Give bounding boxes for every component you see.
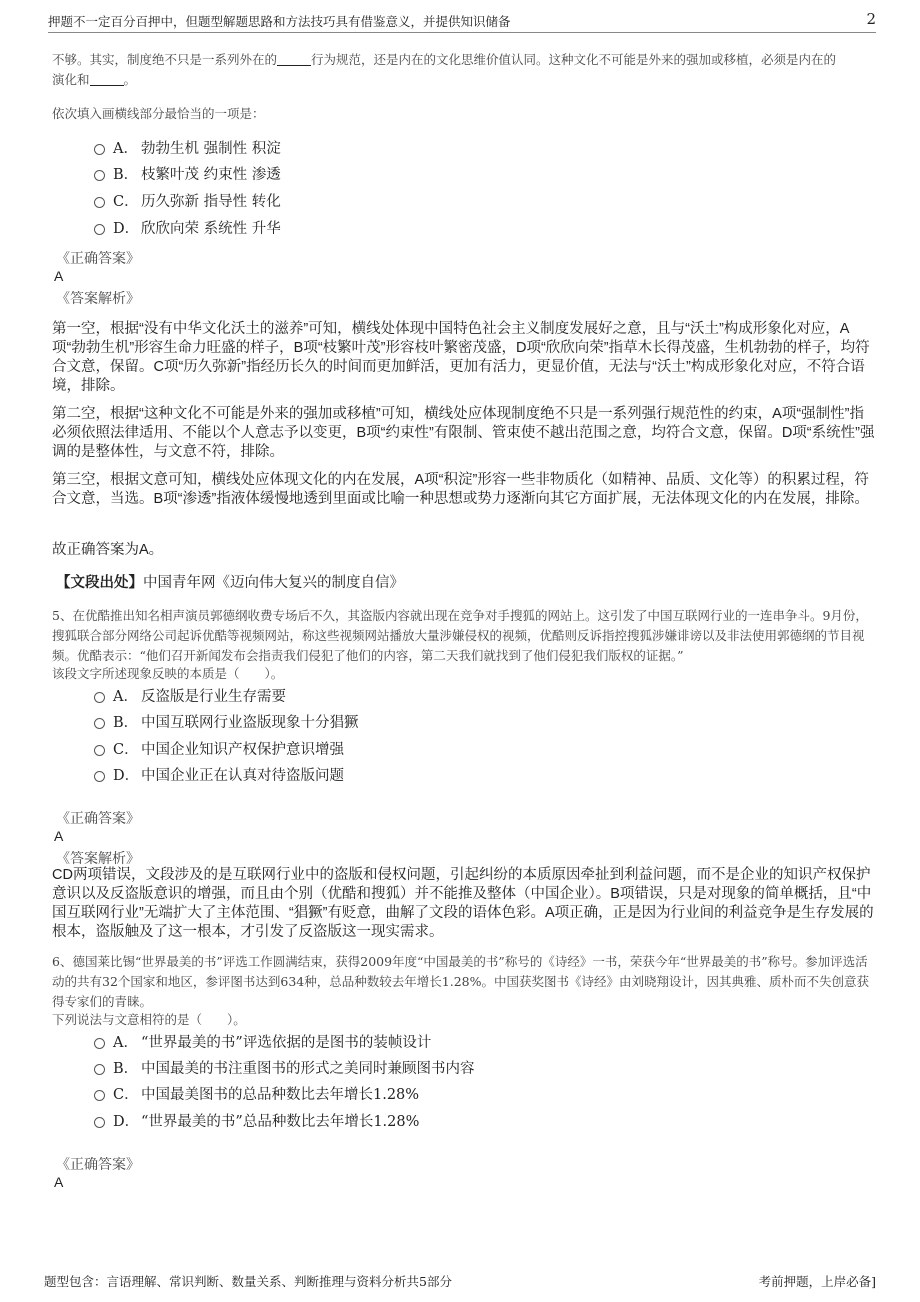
q6-prompt: 下列说法与文意相符的是（ ）。 xyxy=(52,1012,246,1027)
header-note: 押题不一定百分百押中，但题型解题思路和方法技巧具有借鉴意义，并提供知识储备 xyxy=(48,14,511,29)
option-letter: D． xyxy=(113,221,140,237)
radio-icon[interactable] xyxy=(94,1117,105,1128)
q4-answer-label: 《正确答案》 xyxy=(56,251,140,267)
q6-answer: A xyxy=(54,1174,64,1190)
radio-icon[interactable] xyxy=(94,718,105,729)
q4-analysis-label: 《答案解析》 xyxy=(56,291,140,307)
option-letter: D． xyxy=(113,1114,140,1130)
q4-option-b[interactable] xyxy=(94,164,281,186)
q5-analysis-label: 《答案解析》 xyxy=(56,851,140,867)
radio-icon[interactable] xyxy=(94,692,105,703)
q4-analysis-1: 第一空，根据“没有中华文化沃土的滋养”可知，横线处体现中国特色社会主义制度发展好之意，且与“沃土”构成形象化对应，A项“勃勃生机”形容生命力旺盛的样子，B项“枝繁叶茂”形容枝叶繁密茂盛，D项“欣欣向荣”指草木长得茂盛，生机勃勃的样子，均符合文意，保留。C项“历久弥新”指经历长久的时间而更加鲜活，更加有活力，更显价值，无法与“沃土”构成形象化对应，不符合语境，排除。 xyxy=(52,321,870,394)
radio-icon[interactable] xyxy=(94,224,105,235)
option-letter: A． xyxy=(113,689,138,705)
option-text: 中国企业知识产权保护意识增强 xyxy=(141,742,344,758)
q5-option-b[interactable] xyxy=(94,712,359,734)
q6-option-d[interactable] xyxy=(94,1111,419,1133)
option-letter: B． xyxy=(113,715,139,731)
q4-answer: A xyxy=(54,268,64,284)
option-text: 中国互联网行业盗版现象十分猖獗 xyxy=(141,715,359,731)
q4-passage xyxy=(52,50,876,90)
q6-option-a[interactable] xyxy=(94,1032,431,1054)
q4-option-a[interactable] xyxy=(94,138,281,160)
q4-passage-line3-end: 。 xyxy=(123,72,137,87)
option-letter: A． xyxy=(113,141,138,157)
q6-answer-label: 《正确答案》 xyxy=(56,1157,140,1173)
q6-option-c[interactable] xyxy=(94,1084,419,1106)
option-letter: C． xyxy=(113,194,139,210)
option-text: 勃勃生机 强制性 积淀 xyxy=(141,141,281,157)
radio-icon[interactable] xyxy=(94,1090,105,1101)
q4-source xyxy=(56,573,404,593)
q4-passage-line2-start: 不够。其实，制度绝不只是一系列外在的 xyxy=(52,52,278,67)
q5-answer: A xyxy=(54,828,64,844)
q5-passage: 5、在优酷推出知名相声演员郭德纲收费专场后不久，其盗版内容就出现在竞争对手搜狐的网站上。这引发了中国互联网行业的一连串争斗。9月份，搜狐联合部分网络公司起诉优酷等视频网站，称这些视频网站播放大量涉嫌侵权的视频，优酷则反诉指控搜狐涉嫌诽谤以及非法使用郭德纲的节目视频。优酷表示：“他们召开新闻发布会指责我们侵犯了他们的内容，第二天我们就找到了他们侵犯我们版权的证据。” xyxy=(52,608,868,663)
q6-passage: 6、德国莱比锡“世界最美的书”评选工作圆满结束，获得2009年度“中国最美的书”称号的《诗经》一书，荣获今年“世界最美的书”称号。参加评选活动的共有32个国家和地区，参评图书达到634种，总品种数较去年增长1.28%。中国获奖图书《诗经》由刘晓翔设计，因其典雅、质朴而不失创意获得专家们的青睐。 xyxy=(52,954,869,1009)
q4-prompt: 依次填入画横线部分最恰当的一项是： xyxy=(52,106,265,121)
option-text: 历久弥新 指导性 转化 xyxy=(141,194,281,210)
option-letter: B． xyxy=(113,1061,139,1077)
q5-analysis: CD两项错误，文段涉及的是互联网行业中的盗版和侵权问题，引起纠纷的本质原因牵扯到利益问题，而不是企业的知识产权保护意识以及反盗版意识的增强，而且由个别（优酷和搜狐）并不能推及整体（中国企业）。B项错误，只是对现象的简单概括，且“中国互联网行业”无端扩大了主体范围、“猖獗”有贬意，曲解了文段的语体色彩。A项正确，正是因为行业间的利益竞争是生存发展的根本，盗版触及了这一根本，才引发了反盗版这一现实需求。 xyxy=(52,867,874,940)
option-text: 中国最美的书注重图书的形式之美同时兼顾图书内容 xyxy=(141,1061,475,1077)
q5-prompt: 该段文字所述现象反映的本质是（ ）。 xyxy=(52,666,284,681)
option-text: 反盗版是行业生存需要 xyxy=(141,689,286,705)
option-text: “世界最美的书”评选依据的是图书的装帧设计 xyxy=(141,1035,432,1051)
blank-3 xyxy=(90,72,124,86)
option-letter: C． xyxy=(113,1087,139,1103)
option-letter: A． xyxy=(113,1035,138,1051)
q5-answer-label: 《正确答案》 xyxy=(56,811,140,827)
radio-icon[interactable] xyxy=(94,197,105,208)
q5-option-c[interactable] xyxy=(94,739,344,761)
page-header xyxy=(48,12,876,33)
q4-option-c[interactable] xyxy=(94,191,281,213)
option-text: 枝繁叶茂 约束性 渗透 xyxy=(141,167,281,183)
q4-passage-line3: 演化和 xyxy=(52,72,90,87)
option-text: 中国最美图书的总品种数比去年增长1.28% xyxy=(141,1087,420,1103)
q4-analysis-3: 第三空，根据文意可知，横线处应体现文化的内在发展，A项“积淀”形容一些非物质化（如精神、品质、文化等）的积累过程，符合文意，当选。B项“渗透”指液体缓慢地透到里面或比喻一种思想或势力逐渐向其它方面扩展，无法体现文化的内在发展，排除。 xyxy=(52,472,869,507)
radio-icon[interactable] xyxy=(94,144,105,155)
q4-analysis-conclusion: 故正确答案为A。 xyxy=(52,542,164,558)
q4-option-d[interactable] xyxy=(94,218,281,240)
radio-icon[interactable] xyxy=(94,745,105,756)
option-text: “世界最美的书”总品种数比去年增长1.28% xyxy=(141,1114,420,1130)
option-letter: C． xyxy=(113,742,139,758)
radio-icon[interactable] xyxy=(94,1064,105,1075)
q4-passage-line2-end: 行为规范，还是内在的文化思维价值认同。这种文化不可能是外来的强加或移植，必须是内在的 xyxy=(311,52,837,67)
q4-analysis-2: 第二空，根据“这种文化不可能是外来的强加或移植”可知，横线处应体现制度绝不只是一系列强行规范性的约束，A项“强制性”指必须依照法律适用、不能以个人意志予以变更，B项“约束性”有限制、管束使不越出范围之意，均符合文意，保留。D项“系统性”强调的是整体性，与文意不符，排除。 xyxy=(52,406,875,460)
option-letter: B． xyxy=(113,167,139,183)
option-letter: D． xyxy=(113,768,140,784)
source-text: 中国青年网《迈向伟大复兴的制度自信》 xyxy=(143,575,404,591)
radio-icon[interactable] xyxy=(94,771,105,782)
blank-2 xyxy=(277,52,311,66)
footer-right: 考前押题，上岸必备] xyxy=(758,1274,876,1289)
option-text: 中国企业正在认真对待盗版问题 xyxy=(141,768,344,784)
option-text: 欣欣向荣 系统性 升华 xyxy=(141,221,281,237)
radio-icon[interactable] xyxy=(94,170,105,181)
page-number: 2 xyxy=(866,10,876,28)
q6-option-b[interactable] xyxy=(94,1058,475,1080)
footer-left: 题型包含：言语理解、常识判断、数量关系、判断推理与资料分析共5部分 xyxy=(44,1274,452,1289)
q5-option-d[interactable] xyxy=(94,765,344,787)
radio-icon[interactable] xyxy=(94,1038,105,1049)
source-label: 【文段出处】 xyxy=(56,574,143,591)
q5-option-a[interactable] xyxy=(94,686,286,708)
